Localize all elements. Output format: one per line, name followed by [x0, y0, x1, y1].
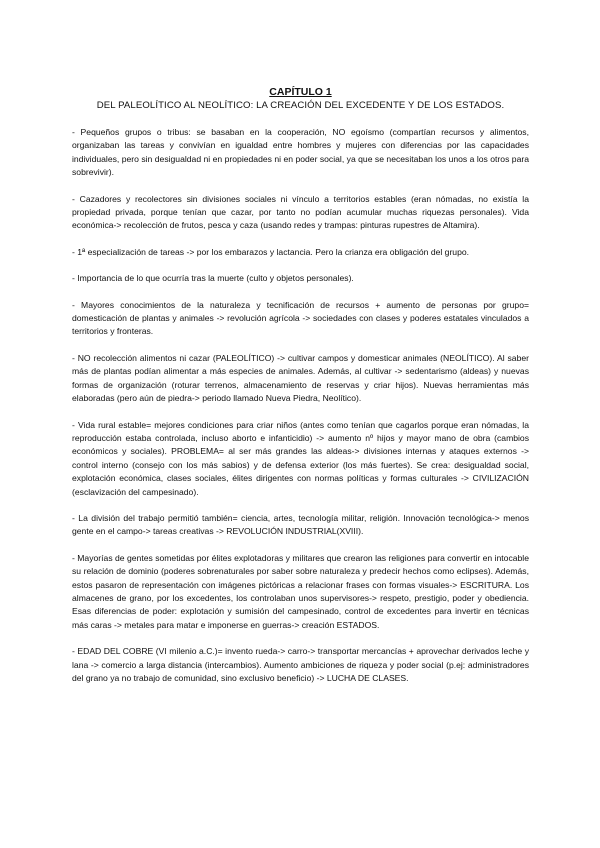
paragraph-8: - La división del trabajo permitió también= ciencia, artes, tecnología militar, religión. Innovación tecnológica-> menos gente en el campo-> tareas creativas -> REVOLUCIÓN INDUSTRIAL(XVIII). [72, 512, 529, 537]
paragraph-9: - Mayorías de gentes sometidas por élites explotadoras y militares que crearon las religiones para convertir en intocable su relación de dominio (poderes sobrenaturales por saber sobre naturaleza y predecir hechos como eclipses). Además, estos pasaron de representación con imágenes pictóricas a relacionar frases con formas visuales-> ESCRITURA. Los almacenes de grano, por los excedentes, los controlaban unos supervisores-> respeto, prestigio, poder y obediencia. Esas diferencias de poder: explotación y sumisión del campesinado, control de excedentes para invertir en técnicas más caras -> metales para matar e imponerse en guerras-> creación ESTADOS. [72, 552, 529, 630]
document-page [72, 86, 529, 685]
paragraph-10: - EDAD DEL COBRE (VI milenio a.C.)= invento rueda-> carro-> transportar mercancías + aprovechar derivados leche y lana -> comercio a larga distancia (intercambios). Aumento ambiciones de riqueza y poder social (p.ej: administradores del grano ya no trabajo de comunidad, sino exclusivo beneficio) -> LUCHA DE CLASES. [72, 646, 529, 683]
paragraph-6: - NO recolección alimentos ni cazar (PALEOLÍTICO) -> cultivar campos y domesticar animales (NEOLÍTICO). Al saber más de plantas podían alimentar a más especies de animales. Además, al cultivar -> sedentarismo (aldeas) y nuevas formas de organización (roturar terrenos, almacenamiento de reservas y criar hijos). Nuevas herramientas más elaboradas (pero aún de piedra-> periodo llamado Nueva Piedra, Neolítico). [72, 352, 529, 404]
paragraph-2: - Cazadores y recolectores sin divisiones sociales ni vínculo a territorios estables (eran nómadas, no existía la propiedad privada, porque tenían que cazar, por tanto no podían acumular muchas riquezas personales). Vida económica-> recolección de frutos, pesca y caza (usando redes y trampas: pinturas rupestres de Altamira). [72, 193, 529, 231]
paragraph-7: - Vida rural estable= mejores condiciones para criar niños (antes como tenían que cagarlos porque eran nómadas, la reproducción estaba controlada, incluso aborto e infanticidio) -> aumento nº hijos y mayor mano de obra (cambios económicos y sociales). PROBLEMA= al ser más grandes las aldeas-> divisiones internas y ataques externos -> control interno (consejo con los más sabios) y de defensa exterior (los más fuertes). Se crea: desigualdad social, explotación económica, clases sociales, élites dirigentes con normas políticas y formas culturales -> CIVILIZACIÓN (esclavización del campesinado). [72, 419, 529, 497]
chapter-heading: CAPÍTULO 1 [269, 86, 332, 98]
chapter-subtitle: DEL PALEOLÍTICO AL NEOLÍTICO: LA CREACIÓN DEL EXCEDENTE Y DE LOS ESTADOS. [96, 100, 505, 111]
paragraph-3: - 1ª especialización de tareas -> por los embarazos y lactancia. Pero la crianza era obligación del grupo. [72, 246, 470, 257]
paragraph-4: - Importancia de lo que ocurría tras la muerte (culto y objetos personales). [72, 273, 354, 284]
paragraph-5: - Mayores conocimientos de la naturaleza y tecnificación de recursos + aumento de personas por grupo= domesticación de plantas y animales -> revolución agrícola -> sociedades con clases y poderes estatales vinculados a territorios y fronteras. [72, 299, 529, 337]
paragraph-1: - Pequeños grupos o tribus: se basaban en la cooperación, NO egoísmo (compartían recursos y alimentos, organizaban las tareas y convivían en igualdad entre hombres y mujeres con diferencias por las capacidades individuales, pero sin desigualdad ni en propiedades ni en poder social, ya que se necesitaban los unos a los otros para sobrevivir). [72, 127, 529, 178]
